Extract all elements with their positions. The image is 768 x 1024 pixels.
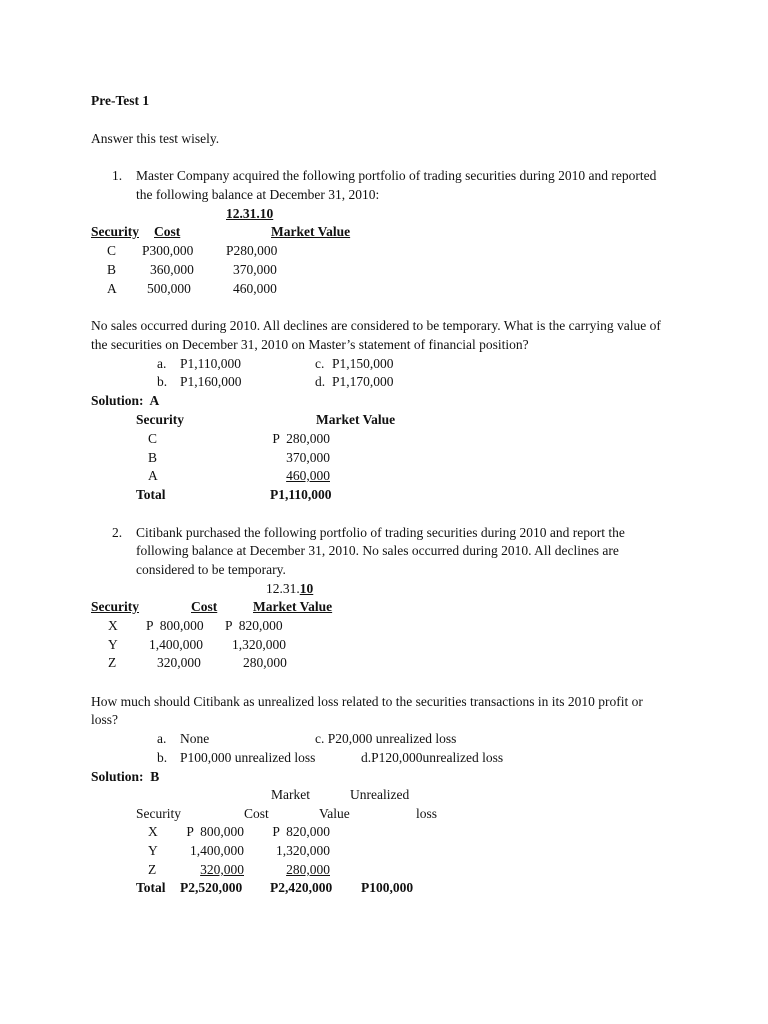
q1-number: 1. (112, 168, 123, 183)
q2-sol-row-security: Z (148, 862, 157, 877)
q2-row-cost: 1,400,000 (149, 637, 203, 652)
q1-header-security: Security (91, 224, 139, 239)
q2-row-cost: 320,000 (157, 655, 201, 670)
q2-choice-text: P100,000 unrealized loss (180, 750, 316, 765)
q2-sol-row-cost: P 800,000 (186, 824, 244, 839)
q2-choice-letter: a. (157, 731, 167, 746)
q1-row-cost: 360,000 (150, 262, 194, 277)
q2-row-security: X (108, 618, 118, 633)
q2-choice-text: None (180, 731, 210, 746)
q2-sol-total-loss: P100,000 (361, 880, 414, 895)
q1-sol-header-market: Market Value (316, 412, 396, 427)
q2-text-line2: following balance at December 31, 2010. No sales occurred during 2010. All declines are (136, 543, 619, 558)
q1-row-security: A (107, 281, 117, 296)
q1-row-market: P280,000 (226, 243, 278, 258)
q2-header-market: Market Value (253, 599, 333, 614)
q1-sol-row-security: B (148, 450, 158, 465)
q1-question-line1: No sales occurred during 2010. All declines are considered to be temporary. What is the carrying value of (91, 318, 661, 333)
q2-sol-header-value: Value (319, 806, 350, 821)
q1-choice-text: P1,160,000 (180, 374, 242, 389)
q1-choice-letter: b. (157, 374, 168, 389)
q2-sol-header-market-top: Market (271, 787, 310, 802)
q2-solution-label: Solution: B (91, 769, 160, 784)
q1-choice-letter: a. (157, 356, 167, 371)
q1-row-market: 370,000 (233, 262, 277, 277)
page-title: Pre-Test 1 (91, 93, 150, 108)
q1-choice-letter: c. (315, 356, 325, 371)
instruction-text: Answer this test wisely. (91, 131, 220, 146)
q2-row-market: P 820,000 (225, 618, 283, 633)
q1-choice-text: P1,150,000 (332, 356, 394, 371)
q1-header-market: Market Value (271, 224, 351, 239)
q1-choice-letter: d. (315, 374, 326, 389)
q1-row-market: 460,000 (233, 281, 277, 296)
q2-sol-header-unrealized-top: Unrealized (350, 787, 410, 802)
q1-row-security: B (107, 262, 117, 277)
q2-row-market: 1,320,000 (232, 637, 286, 652)
q2-text-line3: considered to be temporary. (136, 562, 286, 577)
q2-sol-header-security: Security (136, 806, 181, 821)
q2-question-line2: loss? (91, 712, 118, 727)
q2-sol-row-security: Y (148, 843, 158, 858)
q2-row-security: Z (108, 655, 117, 670)
q2-row-market: 280,000 (243, 655, 287, 670)
q1-sol-row-security: C (148, 431, 158, 446)
q1-header-cost: Cost (154, 224, 181, 239)
q1-row-security: C (107, 243, 117, 258)
q1-row-cost: P300,000 (142, 243, 194, 258)
q2-choice-text: d.P120,000unrealized loss (361, 750, 504, 765)
q1-sol-total-value: P1,110,000 (270, 487, 332, 502)
q2-choice-text: c. P20,000 unrealized loss (315, 731, 457, 746)
q1-sol-row-security: A (148, 468, 158, 483)
q2-sol-header-loss: loss (416, 806, 438, 821)
q2-choice-letter: b. (157, 750, 168, 765)
q2-sol-header-cost: Cost (244, 806, 269, 821)
q1-text-line1: Master Company acquired the following portfolio of trading securities during 2010 and reported (136, 168, 657, 183)
q1-sol-row-market: P 280,000 (272, 431, 330, 446)
q1-choice-text: P1,110,000 (180, 356, 242, 371)
q1-text-line2: the following balance at December 31, 2010: (136, 187, 380, 202)
q2-number: 2. (112, 525, 123, 540)
q2-header-security: Security (91, 599, 139, 614)
q2-sol-row-market: 280,000 (286, 862, 330, 877)
q1-sol-row-market: 370,000 (286, 450, 330, 465)
q2-header-cost: Cost (191, 599, 218, 614)
q1-choice-text: P1,170,000 (332, 374, 394, 389)
q1-sol-total-label: Total (136, 487, 166, 502)
q2-sol-row-cost: 1,400,000 (190, 843, 244, 858)
q1-question-line2: the securities on December 31, 2010 on Master’s statement of financial position? (91, 337, 529, 352)
q2-sol-total-cost: P2,520,000 (180, 880, 243, 895)
q2-sol-total-label: Total (136, 880, 166, 895)
q2-sol-row-market: P 820,000 (272, 824, 330, 839)
q2-row-security: Y (108, 637, 118, 652)
q1-solution-label: Solution: A (91, 393, 160, 408)
q2-text-line1: Citibank purchased the following portfolio of trading securities during 2010 and report the (136, 525, 625, 540)
q2-date-suffix: 10 (299, 581, 314, 596)
q2-date-prefix: 12.31. (266, 581, 300, 596)
q2-row-cost: P 800,000 (146, 618, 204, 633)
q2-question-line1: How much should Citibank as unrealized loss related to the securities transactions in its 2010 profit or (91, 694, 643, 709)
q2-sol-row-market: 1,320,000 (276, 843, 330, 858)
q1-sol-row-market: 460,000 (286, 468, 330, 483)
q2-sol-total-market: P2,420,000 (270, 880, 333, 895)
q1-date-heading: 12.31.10 (226, 206, 274, 221)
q2-date-heading (266, 581, 313, 597)
q1-row-cost: 500,000 (147, 281, 191, 296)
q2-sol-row-cost: 320,000 (200, 862, 244, 877)
q2-sol-row-security: X (148, 824, 158, 839)
q1-sol-header-security: Security (136, 412, 184, 427)
